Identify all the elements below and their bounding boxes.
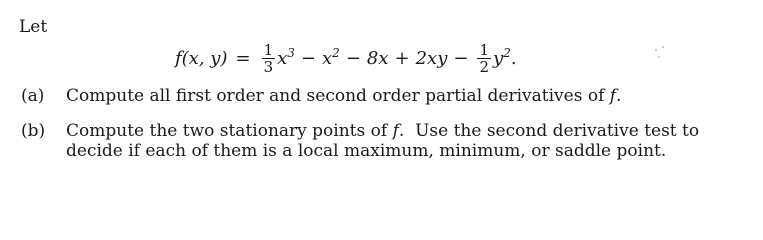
part-text bbox=[66, 86, 706, 106]
function-symbol: f bbox=[609, 86, 617, 106]
fraction-numerator: 1 bbox=[479, 40, 490, 59]
term-var: x bbox=[277, 47, 288, 69]
part-a bbox=[21, 86, 706, 106]
function-definition bbox=[175, 34, 517, 82]
part-text-segment: . bbox=[616, 86, 622, 106]
fraction-numerator: 1 bbox=[263, 40, 274, 59]
term-x-squared bbox=[322, 45, 340, 69]
part-label: (a) bbox=[21, 86, 45, 106]
fraction-one-half bbox=[477, 42, 491, 75]
part-label: (b) bbox=[21, 121, 46, 141]
minus-sign: − bbox=[345, 47, 361, 69]
equation-period: . bbox=[510, 47, 517, 69]
fraction-one-third bbox=[262, 42, 276, 75]
scan-speck bbox=[662, 46, 664, 48]
part-text-segment: Compute the two stationary points of bbox=[66, 121, 393, 141]
term-2xy: 2xy bbox=[415, 47, 448, 69]
fraction-denominator: 2 bbox=[479, 57, 490, 76]
function-lhs: f(x, y) bbox=[175, 47, 228, 69]
part-text bbox=[66, 121, 706, 161]
fraction-denominator: 3 bbox=[263, 57, 274, 76]
term-exponent: 3 bbox=[287, 45, 295, 60]
scan-speck bbox=[658, 56, 660, 58]
part-text-segment: . Use the second derivative test to bbox=[398, 121, 700, 141]
minus-sign: − bbox=[453, 47, 469, 69]
term-var: x bbox=[322, 47, 333, 69]
term-exponent: 2 bbox=[332, 45, 340, 60]
scan-speck bbox=[655, 49, 657, 51]
part-text-line: decide if each of them is a local maximum, minimum, or saddle point. bbox=[66, 141, 667, 161]
plus-sign: + bbox=[394, 47, 410, 69]
part-text-segment: Compute all first order and second order partial derivatives of bbox=[66, 86, 610, 106]
function-symbol: f bbox=[392, 121, 399, 141]
term-exponent: 2 bbox=[503, 45, 511, 60]
intro-word: Let bbox=[19, 17, 48, 37]
equals-sign: = bbox=[235, 47, 251, 69]
part-text-line bbox=[66, 121, 699, 141]
term-y-squared bbox=[493, 45, 511, 69]
term-8x: 8x bbox=[366, 47, 389, 69]
term-x-cubed bbox=[277, 45, 295, 69]
minus-sign: − bbox=[300, 47, 317, 69]
part-b bbox=[21, 121, 706, 161]
term-var: y bbox=[493, 47, 504, 69]
